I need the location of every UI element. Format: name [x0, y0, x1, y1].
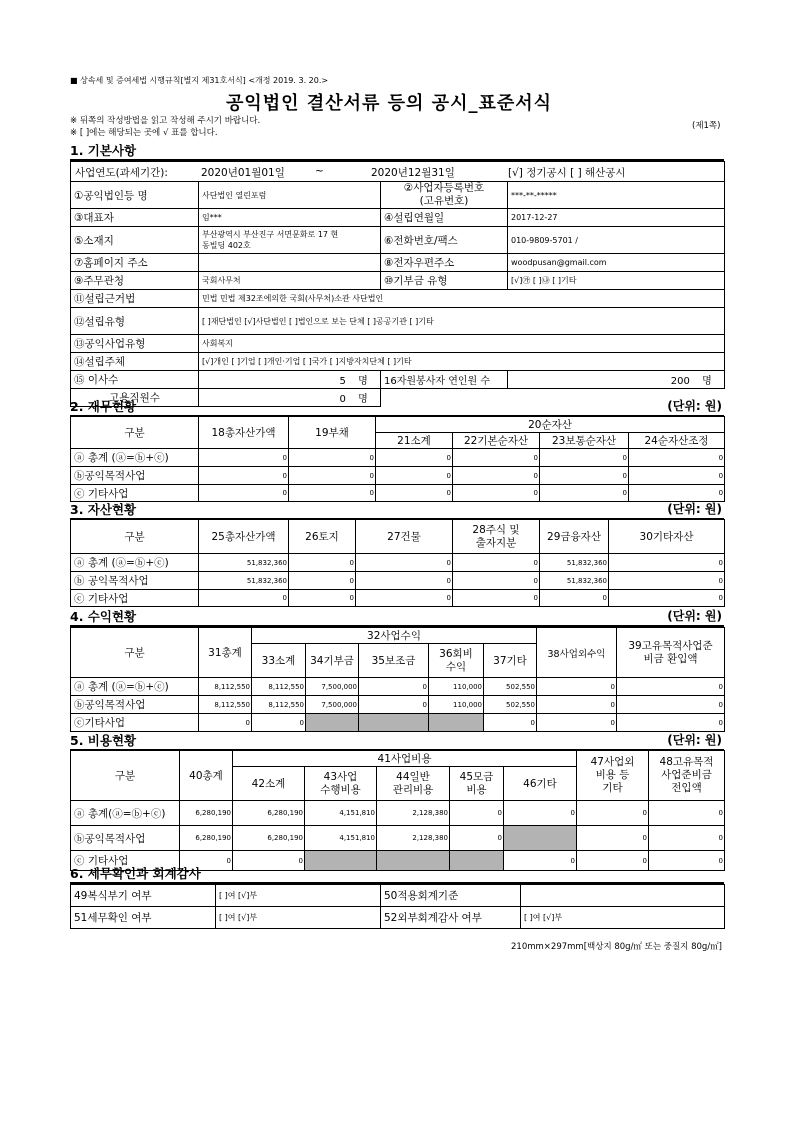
header-admin-costs-1: 44일반 — [396, 770, 430, 783]
table-cell[interactable]: 0 — [289, 572, 356, 590]
basic-info-table — [70, 161, 725, 407]
representative-value[interactable]: 임*** — [199, 209, 381, 227]
table-row — [71, 449, 725, 467]
table-cell[interactable]: 0 — [617, 714, 725, 732]
employees-value: 0 — [339, 394, 346, 405]
directors-label: ⑮ 이사수 — [71, 371, 199, 389]
table-cell[interactable]: 0 — [289, 554, 356, 572]
email-value[interactable]: woodpusan@gmail.com — [508, 254, 725, 272]
header-non-business-expense — [577, 751, 649, 801]
header-fundraising-costs-1: 45모금 — [459, 770, 494, 783]
disabled-cell — [429, 714, 484, 732]
accounting-standard-value[interactable] — [521, 885, 725, 907]
volunteers-label-text: 16자원봉사자 연인원 수 — [384, 376, 491, 387]
header-general-net-assets: 23보통순자산 — [540, 433, 629, 449]
section-revenue-title — [70, 607, 724, 627]
table-cell[interactable]: 0 — [199, 467, 289, 485]
header-non-business-expense-3: 기타 — [602, 782, 623, 794]
homepage-label: ⑦홈페이지 주소 — [71, 254, 199, 272]
donation-type-label: ⑩기부금 유형 — [381, 272, 508, 290]
table-cell[interactable]: 110,000 — [429, 696, 484, 714]
header-stocks-1: 28주식 및 — [472, 523, 520, 536]
fiscal-year-start: 2020년01월01일 — [201, 167, 285, 179]
header-category: 구분 — [71, 520, 199, 554]
table-cell[interactable]: 51,832,360 — [199, 554, 289, 572]
table-cell[interactable]: 0 — [649, 851, 725, 871]
header-reserve-return-2: 비금 환입액 — [643, 652, 698, 665]
disabled-cell — [306, 714, 359, 732]
directors-cell[interactable] — [199, 371, 381, 389]
table-cell[interactable]: 7,500,000 — [306, 696, 359, 714]
establish-type-checkbox[interactable]: [ ]재단법인 [√]사단법인 [ ]법인으로 보는 단체 [ ]공공기관 [ ]기타 — [199, 308, 725, 335]
table-cell[interactable]: 0 — [484, 714, 537, 732]
unit-label: (단위: 원) — [667, 609, 722, 623]
table-cell[interactable]: 0 — [356, 590, 453, 607]
email-label: ⑧전자우편주소 — [381, 254, 508, 272]
row-label: ⓒ 기타사업 — [71, 485, 199, 502]
table-cell[interactable]: 0 — [540, 467, 629, 485]
volunteers-cell[interactable] — [508, 371, 725, 389]
unit-label: (단위: 원) — [667, 733, 722, 747]
table-cell[interactable]: 2,128,380 — [377, 826, 450, 851]
table-cell[interactable]: 0 — [453, 554, 540, 572]
header-total-assets: 25총자산가액 — [199, 520, 289, 554]
fiscal-year-end: 2020년12월31일 — [371, 167, 455, 179]
tax-check-label: 51세무확인 여부 — [71, 907, 216, 929]
header-project-costs-1: 43사업 — [323, 770, 358, 783]
header-liabilities: 19부채 — [289, 417, 376, 449]
header-admin-costs — [377, 767, 450, 801]
header-financial-assets: 29금융자산 — [540, 520, 609, 554]
row-label: ⓐ 총계 (ⓐ=ⓑ+ⓒ) — [71, 678, 199, 696]
row-label: ⓑ공익목적사업 — [71, 696, 199, 714]
header-subtotal: 33소계 — [252, 644, 306, 678]
directors-value: 5 — [339, 376, 346, 387]
table-cell[interactable]: 0 — [289, 485, 376, 502]
row-label: ⓑ 공익목적사업 — [71, 572, 199, 590]
business-type-value[interactable]: 사회복지 — [199, 335, 725, 353]
establish-date-label: ④설립연월일 — [381, 209, 508, 227]
header-category: 구분 — [71, 417, 199, 449]
table-cell[interactable]: 0 — [453, 485, 540, 502]
disclosure-type-checkbox[interactable]: [√] 정기공시 [ ] 해산공시 — [508, 167, 626, 179]
header-non-business-expense-2: 비용 등 — [595, 769, 630, 781]
address-line-2: 동빌딩 402호 — [202, 241, 251, 250]
header-reserve-return-1: 39고유목적사업준 — [628, 639, 713, 652]
table-cell[interactable]: 6,280,190 — [180, 826, 233, 851]
expense-table — [70, 750, 725, 871]
table-cell[interactable]: 0 — [649, 826, 725, 851]
section-title-text: 1. 기본사항 — [70, 143, 137, 158]
header-business-expense: 41사업비용 — [233, 751, 577, 767]
row-label: ⓐ 총계 (ⓐ=ⓑ+ⓒ) — [71, 554, 199, 572]
table-cell[interactable]: 51,832,360 — [199, 572, 289, 590]
header-other: 46기타 — [504, 767, 577, 801]
table-cell[interactable]: 0 — [289, 590, 356, 607]
business-type-label: ⑬공익사업유형 — [71, 335, 199, 353]
header-category: 구분 — [71, 751, 180, 801]
founder-label: ⑭설립주체 — [71, 353, 199, 371]
table-row — [71, 696, 725, 714]
volunteers-unit: 명 — [702, 376, 712, 387]
table-cell[interactable]: 0 — [376, 485, 453, 502]
header-total: 40총계 — [180, 751, 233, 801]
table-cell[interactable]: 0 — [649, 801, 725, 826]
table-cell[interactable]: 8,112,550 — [199, 696, 252, 714]
table-cell[interactable]: 0 — [359, 696, 429, 714]
unit-label: (단위: 원) — [667, 399, 722, 413]
header-total: 31총계 — [199, 628, 252, 678]
section-expense-title — [70, 731, 724, 751]
header-reserve-transfer-2: 사업준비금 — [661, 769, 712, 781]
header-non-business-revenue: 38사업외수익 — [537, 628, 617, 678]
regulation-text: ■ 상속세 및 증여세법 시행규칙[별지 제31호서식] <개정 2019. 3. 20.> — [70, 76, 329, 85]
table-cell[interactable]: 0 — [537, 714, 617, 732]
table-cell[interactable]: 0 — [609, 572, 725, 590]
table-cell[interactable]: 51,832,360 — [540, 572, 609, 590]
table-cell[interactable]: 0 — [453, 572, 540, 590]
instruction-note-1: ※ 뒤쪽의 작성방법을 읽고 작성해 주시기 바랍니다. — [70, 116, 261, 126]
row-label: ⓑ공익목적사업 — [71, 467, 199, 485]
table-row — [71, 554, 725, 572]
table-cell[interactable]: 0 — [629, 485, 725, 502]
header-stocks-2: 출자지분 — [475, 536, 517, 549]
header-membership-fees — [429, 644, 484, 678]
table-cell[interactable]: 0 — [629, 449, 725, 467]
fiscal-year-row — [71, 162, 725, 182]
table-cell[interactable]: 0 — [609, 554, 725, 572]
header-net-assets: 20순자산 — [376, 417, 725, 433]
table-row — [71, 572, 725, 590]
table-cell[interactable]: 0 — [450, 801, 504, 826]
instruction-note-2: ※ [ ]에는 해당되는 곳에 √ 표를 합니다. — [70, 128, 218, 138]
accounting-standard-label: 50적용회계기준 — [381, 885, 521, 907]
section-title-text: 2. 재무현황 — [70, 399, 137, 414]
table-cell[interactable]: 8,112,550 — [199, 678, 252, 696]
header-business-revenue: 32사업수익 — [252, 628, 537, 644]
header-membership-fees-2: 수익 — [445, 660, 467, 673]
table-cell[interactable]: 7,500,000 — [306, 678, 359, 696]
table-row — [71, 714, 725, 732]
section-financial-title — [70, 397, 724, 417]
table-cell[interactable]: 0 — [180, 851, 233, 871]
header-subtotal: 42소계 — [233, 767, 305, 801]
legal-basis-value[interactable]: 민법 민법 제32조에의한 국회(사무처)소관 사단법인 — [199, 290, 725, 308]
supervising-agency-value[interactable]: 국회사무처 — [199, 272, 381, 290]
bookkeeping-checkbox[interactable]: [ ]여 [√]부 — [216, 885, 381, 907]
header-basic-net-assets: 22기본순자산 — [453, 433, 540, 449]
external-audit-label: 52외부회계감사 여부 — [381, 907, 521, 929]
header-project-costs — [305, 767, 377, 801]
row-label: ⓒ 기타사업 — [71, 590, 199, 607]
directors-unit: 명 — [358, 376, 368, 387]
table-cell[interactable]: 0 — [540, 485, 629, 502]
founder-checkbox[interactable]: [√]개인 [ ]기업 [ ]개인·기업 [ ]국가 [ ]지방자치단체 [ ]기타 — [199, 353, 725, 371]
table-row — [71, 590, 725, 607]
section-title-text: 5. 비용현황 — [70, 733, 137, 748]
fiscal-year-tilde: ~ — [315, 165, 324, 177]
volunteers-label — [381, 371, 508, 389]
header-donations: 34기부금 — [306, 644, 359, 678]
header-non-business-expense-1: 47사업외 — [590, 756, 635, 768]
volunteers-value: 200 — [670, 376, 690, 387]
bookkeeping-label: 49복식부기 여부 — [71, 885, 216, 907]
table-cell[interactable]: 0 — [617, 678, 725, 696]
header-reserve-transfer-1: 48고유목적 — [659, 756, 714, 768]
table-row — [71, 801, 725, 826]
donation-type-checkbox[interactable]: [√]㉮ [ ]㉯ [ ]기타 — [508, 272, 725, 290]
row-label: ⓑ공익목적사업 — [71, 826, 180, 851]
header-membership-fees-1: 36회비 — [439, 647, 473, 660]
business-number-label — [381, 182, 508, 209]
name-row — [71, 182, 725, 209]
table-cell[interactable]: 0 — [453, 449, 540, 467]
legal-basis-label: ⑪설립근거법 — [71, 290, 199, 308]
table-cell[interactable]: 0 — [376, 449, 453, 467]
table-cell[interactable]: 0 — [577, 801, 649, 826]
section-title-text: 6. 세무확인과 회계감사 — [70, 866, 201, 881]
business-number-label-2: (고유번호) — [419, 195, 469, 207]
row-label: ⓒ 기타사업 — [71, 851, 180, 871]
header-reserve-transfer-3: 전입액 — [671, 782, 702, 794]
table-cell[interactable]: 0 — [537, 696, 617, 714]
header-reserve-return — [617, 628, 725, 678]
row-label: ⓐ 총계 (ⓐ=ⓑ+ⓒ) — [71, 449, 199, 467]
table-cell[interactable]: 4,151,810 — [305, 801, 377, 826]
form-title: 공익법인 결산서류 등의 공시_표준서식 — [226, 93, 553, 114]
fiscal-year-label: 사업연도(과세기간): — [75, 167, 168, 179]
table-cell[interactable]: 0 — [537, 678, 617, 696]
header-category: 구분 — [71, 628, 199, 678]
business-number-value[interactable]: ***-**-***** — [508, 182, 725, 209]
header-other: 37기타 — [484, 644, 537, 678]
table-cell[interactable]: 8,112,550 — [252, 678, 306, 696]
business-number-label-1: ②사업자등록번호 — [403, 182, 485, 194]
paper-spec-footer: 210mm×297mm[백상지 80g/㎡ 또는 중질지 80g/㎡] — [511, 942, 722, 952]
table-cell[interactable]: 0 — [453, 590, 540, 607]
header-land: 26토지 — [289, 520, 356, 554]
unit-label: (단위: 원) — [667, 502, 722, 516]
financial-table — [70, 416, 725, 502]
tax-check-checkbox[interactable]: [ ]여 [√]부 — [216, 907, 381, 929]
header-building: 27건물 — [356, 520, 453, 554]
table-cell[interactable]: 0 — [199, 449, 289, 467]
corp-name-value[interactable]: 사단법인 열린포럼 — [199, 182, 381, 209]
header-fundraising-costs — [450, 767, 504, 801]
table-cell[interactable]: 6,280,190 — [180, 801, 233, 826]
table-cell[interactable]: 0 — [504, 851, 577, 871]
homepage-value[interactable] — [199, 254, 381, 272]
header-other-assets: 30기타자산 — [609, 520, 725, 554]
table-cell[interactable]: 0 — [617, 696, 725, 714]
table-cell[interactable]: 0 — [540, 449, 629, 467]
representative-label: ③대표자 — [71, 209, 199, 227]
establish-date-value[interactable]: 2017-12-27 — [508, 209, 725, 227]
table-cell[interactable]: 4,151,810 — [305, 826, 377, 851]
header-project-costs-2: 수행비용 — [320, 783, 361, 796]
table-cell[interactable]: 0 — [609, 590, 725, 607]
table-cell[interactable]: 6,280,190 — [233, 801, 305, 826]
header-subtotal: 21소계 — [376, 433, 453, 449]
table-cell[interactable]: 0 — [199, 590, 289, 607]
table-cell[interactable]: 2,128,380 — [377, 801, 450, 826]
table-cell[interactable]: 502,550 — [484, 696, 537, 714]
table-cell[interactable]: 0 — [289, 467, 376, 485]
phone-fax-value[interactable]: 010-9809-5701 / — [508, 227, 725, 254]
table-cell[interactable]: 0 — [450, 826, 504, 851]
table-cell[interactable]: 0 — [199, 485, 289, 502]
table-cell[interactable]: 0 — [356, 572, 453, 590]
table-cell[interactable]: 0 — [356, 554, 453, 572]
row-label: ⓒ기타사업 — [71, 714, 199, 732]
corp-name-label: ①공익법인등 명 — [71, 182, 199, 209]
table-cell[interactable]: 0 — [289, 449, 376, 467]
table-cell[interactable]: 0 — [359, 678, 429, 696]
header-net-assets-adjust: 24순자산조정 — [629, 433, 725, 449]
section-assets-title — [70, 500, 724, 520]
table-cell[interactable]: 0 — [577, 826, 649, 851]
table-row — [71, 485, 725, 502]
table-cell[interactable]: 0 — [629, 467, 725, 485]
header-subsidies: 35보조금 — [359, 644, 429, 678]
header-total-assets: 18총자산가액 — [199, 417, 289, 449]
external-audit-checkbox[interactable]: [ ]여 [√]부 — [521, 907, 725, 929]
row-label: ⓐ 총계(ⓐ=ⓑ+ⓒ) — [71, 801, 180, 826]
section-basic-info-title — [70, 141, 724, 161]
address-value[interactable] — [199, 227, 381, 254]
table-cell[interactable]: 0 — [199, 714, 252, 732]
header-fundraising-costs-2: 비용 — [466, 783, 487, 796]
table-cell[interactable]: 0 — [233, 851, 305, 871]
header-reserve-transfer — [649, 751, 725, 801]
disabled-cell — [359, 714, 429, 732]
table-cell[interactable]: 0 — [252, 714, 306, 732]
address-line-1: 부산광역시 부산진구 서면문화로 17 현 — [202, 230, 339, 239]
table-row — [71, 826, 725, 851]
table-cell[interactable]: 6,280,190 — [233, 826, 305, 851]
section-tax-audit-title — [70, 864, 724, 884]
phone-fax-label: ⑥전화번호/팩스 — [381, 227, 508, 254]
tax-audit-table — [70, 884, 725, 929]
disabled-cell — [504, 826, 577, 851]
table-cell[interactable]: 0 — [453, 467, 540, 485]
establish-type-label: ⑫설립유형 — [71, 308, 199, 335]
table-row — [71, 467, 725, 485]
table-cell[interactable]: 0 — [504, 801, 577, 826]
section-title-text: 3. 자산현황 — [70, 502, 137, 517]
table-cell[interactable]: 0 — [540, 590, 609, 607]
supervising-agency-label: ⑨주무관청 — [71, 272, 199, 290]
assets-table — [70, 519, 725, 607]
page-number: (제1쪽) — [692, 121, 721, 131]
employees-label: 고용직원수 — [71, 389, 199, 407]
revenue-table — [70, 627, 725, 732]
header-admin-costs-2: 관리비용 — [392, 783, 434, 796]
section-title-text: 4. 수익현황 — [70, 609, 137, 624]
table-cell[interactable]: 502,550 — [484, 678, 537, 696]
address-label: ⑤소재지 — [71, 227, 199, 254]
table-cell[interactable]: 8,112,550 — [252, 696, 306, 714]
header-stocks — [453, 520, 540, 554]
table-cell[interactable]: 110,000 — [429, 678, 484, 696]
employees-unit: 명 — [358, 394, 368, 405]
table-cell[interactable]: 0 — [577, 851, 649, 871]
table-cell[interactable]: 51,832,360 — [540, 554, 609, 572]
table-row — [71, 678, 725, 696]
table-cell[interactable]: 0 — [376, 467, 453, 485]
